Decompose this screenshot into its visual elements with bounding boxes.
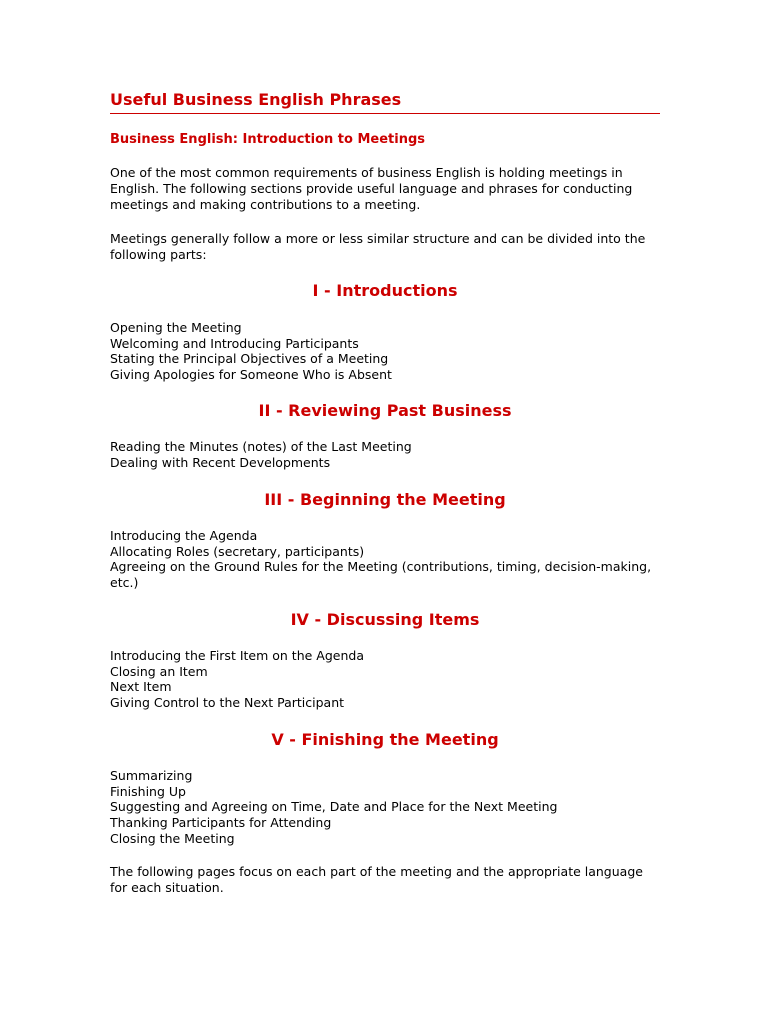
list-item: Introducing the First Item on the Agenda bbox=[110, 648, 364, 663]
document-subtitle: Business English: Introduction to Meetings bbox=[110, 132, 426, 147]
list-item: Suggesting and Agreeing on Time, Date and Place for the Next Meeting bbox=[110, 799, 558, 815]
list-item: Introducing the Agenda bbox=[110, 528, 258, 543]
section-list-discussing-items bbox=[110, 648, 660, 711]
list-item: Summarizing bbox=[110, 768, 193, 783]
list-item: Thanking Participants for Attending bbox=[110, 815, 332, 831]
closing-paragraph: The following pages focus on each part of the meeting and the appropriate language for each situation. bbox=[110, 864, 643, 895]
structure-paragraph: Meetings generally follow a more or less similar structure and can be divided into the following parts: bbox=[110, 231, 646, 262]
section-heading-reviewing-past-business: II - Reviewing Past Business bbox=[258, 401, 512, 420]
list-item: Finishing Up bbox=[110, 783, 186, 799]
section-heading-beginning-the-meeting: III - Beginning the Meeting bbox=[264, 490, 506, 509]
list-item: Stating the Principal Objectives of a Meeting bbox=[110, 351, 389, 367]
section-heading-finishing-the-meeting: V - Finishing the Meeting bbox=[271, 730, 499, 749]
section-list-introductions bbox=[110, 320, 660, 383]
list-item: Next Item bbox=[110, 679, 172, 695]
section-list-finishing-the-meeting bbox=[110, 768, 660, 847]
list-item: Closing an Item bbox=[110, 663, 208, 679]
list-item: Agreeing on the Ground Rules for the Meeting (contributions, timing, decision-making, etc.) bbox=[110, 559, 652, 591]
document-title: Useful Business English Phrases bbox=[110, 90, 660, 114]
list-item: Closing the Meeting bbox=[110, 830, 235, 846]
list-item: Reading the Minutes (notes) of the Last Meeting bbox=[110, 439, 412, 454]
list-item: Allocating Roles (secretary, participants) bbox=[110, 543, 365, 559]
section-list-beginning-the-meeting bbox=[110, 528, 660, 591]
list-item: Dealing with Recent Developments bbox=[110, 454, 331, 470]
list-item: Giving Control to the Next Participant bbox=[110, 695, 345, 711]
intro-paragraph: One of the most common requirements of business English is holding meetings in English. The following sections provide useful language and phrases for conducting meetings and making contributions to a meeting. bbox=[110, 165, 633, 212]
section-heading-discussing-items: IV - Discussing Items bbox=[290, 610, 480, 629]
section-list-reviewing-past-business bbox=[110, 439, 660, 470]
list-item: Giving Apologies for Someone Who is Absent bbox=[110, 367, 392, 383]
section-heading-introductions: I - Introductions bbox=[312, 281, 458, 300]
document-page bbox=[110, 90, 660, 895]
list-item: Opening the Meeting bbox=[110, 320, 242, 335]
list-item: Welcoming and Introducing Participants bbox=[110, 335, 359, 351]
